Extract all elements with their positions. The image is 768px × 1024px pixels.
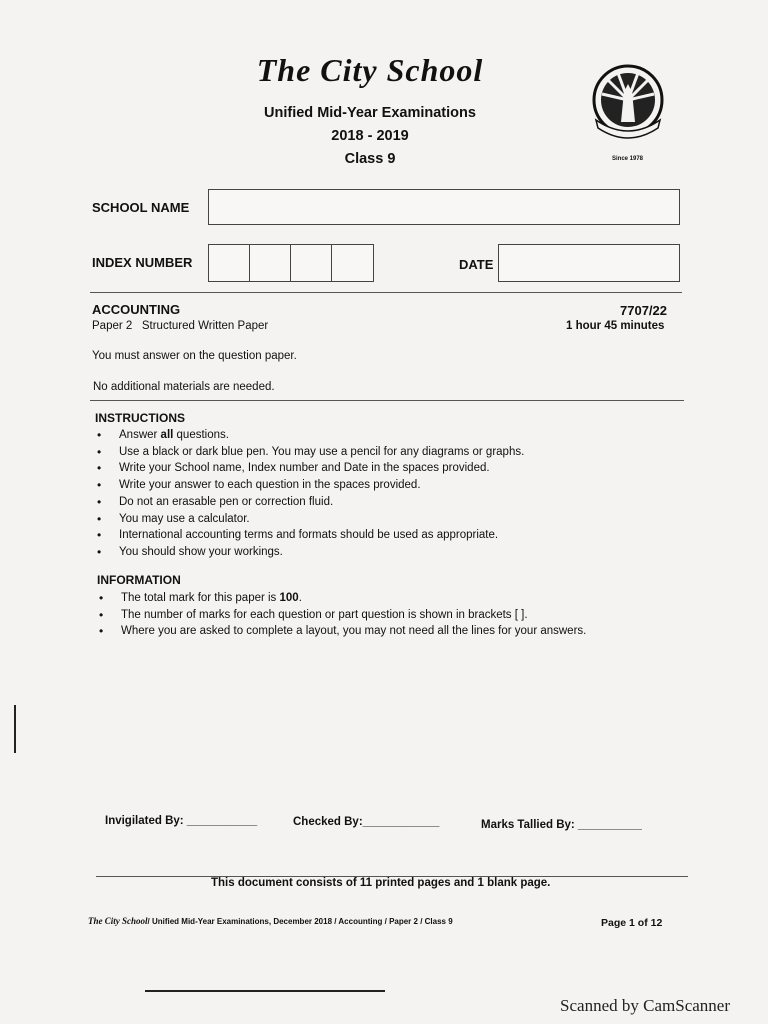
seal-text: Since 1978	[612, 156, 644, 162]
list-item: • Write your School name, Index number and Date in the spaces provided.	[95, 460, 695, 477]
index-number-label: INDEX NUMBER	[92, 255, 193, 270]
exam-year: 2018 - 2019	[331, 128, 409, 144]
list-item: • You may use a calculator.	[95, 511, 695, 528]
list-item: • Write your answer to each question in the spaces provided.	[95, 477, 695, 494]
invigilated-by: Invigilated By: ___________	[105, 815, 258, 827]
marks-tallied-by: Marks Tallied By: __________	[481, 819, 642, 831]
index-number-field[interactable]	[208, 244, 374, 282]
duration: 1 hour 45 minutes	[566, 320, 665, 332]
answer-note: You must answer on the question paper.	[92, 350, 297, 362]
checked-by: Checked By:____________	[293, 816, 440, 828]
subject: ACCOUNTING	[92, 302, 181, 317]
page-count-note: This document consists of 11 printed pages and 1 blank page.	[211, 877, 551, 889]
school-name-field[interactable]	[208, 189, 680, 225]
date-field[interactable]	[498, 244, 680, 282]
camscanner-watermark: Scanned by CamScanner	[560, 996, 730, 1015]
paper-code: 7707/22	[620, 303, 667, 318]
footer-running-text: / Unified Mid-Year Examinations, December 2018 / Accounting / Paper 2 / Class 9	[147, 917, 453, 926]
margin-mark	[14, 705, 16, 753]
school-name-label: SCHOOL NAME	[92, 200, 190, 215]
page-number: Page 1 of 12	[601, 917, 663, 929]
divider	[90, 292, 682, 293]
list-item: • The total mark for this paper is 100.	[97, 590, 717, 607]
bottom-rule	[145, 990, 385, 992]
exam-class: Class 9	[344, 151, 396, 167]
date-label: DATE	[459, 257, 494, 272]
list-item: • Where you are asked to complete a layout, you may not need all the lines for your answers.	[97, 623, 717, 640]
list-item: • You should show your workings.	[95, 544, 695, 561]
exam-title: Unified Mid-Year Examinations	[264, 105, 476, 121]
divider	[90, 400, 684, 401]
instructions-list	[95, 427, 695, 561]
school-seal-icon	[588, 62, 668, 162]
school-brand: The City School	[256, 52, 484, 88]
list-item: • International accounting terms and formats should be used as appropriate.	[95, 527, 695, 544]
list-item: • Answer all questions.	[95, 427, 695, 444]
materials-note: No additional materials are needed.	[93, 381, 275, 393]
footer-brand: The City School	[88, 916, 148, 926]
paper-line: Paper 2 Structured Written Paper	[92, 320, 269, 332]
list-item: • Do not an erasable pen or correction fluid.	[95, 494, 695, 511]
information-list	[97, 590, 717, 640]
instructions-heading: INSTRUCTIONS	[95, 411, 185, 425]
list-item: • The number of marks for each question or part question is shown in brackets [ ].	[97, 607, 717, 624]
running-footer	[88, 916, 453, 926]
list-item: • Use a black or dark blue pen. You may use a pencil for any diagrams or graphs.	[95, 444, 695, 461]
information-heading: INFORMATION	[97, 573, 181, 587]
